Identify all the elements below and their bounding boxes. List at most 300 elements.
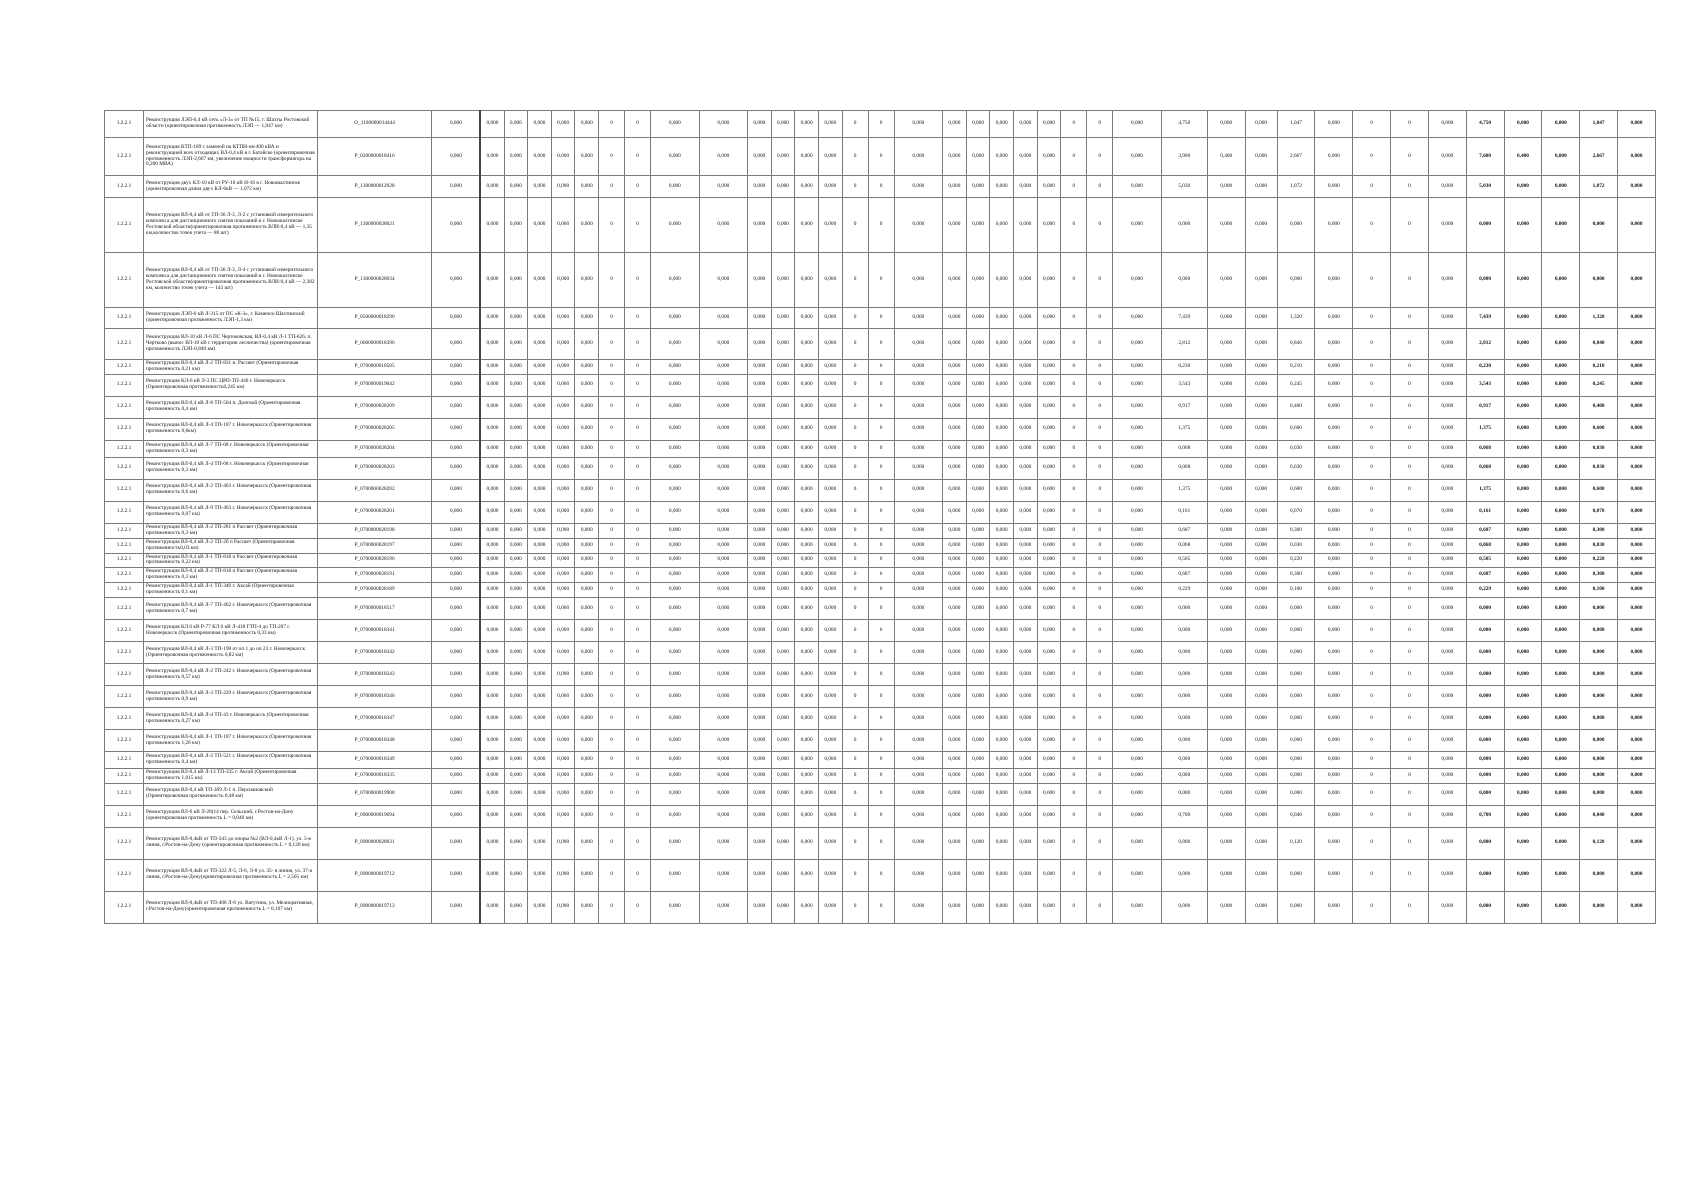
value-cell: 0,000 — [943, 308, 967, 329]
description-cell: Реконструкция ВЛ-0,4 кВ Л-8 ТП-504 п. Донской (Ориентировочная протяженность 0,4 км) — [144, 396, 318, 418]
value-cell: 0,000 — [480, 418, 504, 440]
value-cell: 0,000 — [1277, 198, 1315, 253]
value-cell: 0,000 — [651, 769, 699, 784]
value-cell: 0,000 — [818, 891, 842, 923]
value-cell: 0,000 — [1245, 253, 1277, 308]
value-cell: 0,000 — [1037, 111, 1061, 138]
value-cell: 0,000 — [1428, 396, 1466, 418]
value-cell: 0,000 — [1428, 752, 1466, 769]
count-cell: 0 — [1087, 891, 1113, 923]
count-cell: 0 — [1061, 769, 1087, 784]
value-cell: 0,000 — [795, 111, 819, 138]
value-cell: 0,000 — [432, 138, 480, 176]
value-cell: 0,000 — [480, 111, 504, 138]
value-cell: 0,000 — [551, 198, 575, 253]
value-cell: 0,000 — [1113, 418, 1161, 440]
value-cell: 0,000 — [943, 479, 967, 501]
description-cell: Реконструкция КЛ-6 кВ Л-3 ПС ЦРП-ТП-440 г. Новочеркасск (Ориентировочная протяженность0,245 км) — [144, 374, 318, 396]
count-cell: 0 — [842, 176, 868, 198]
value-cell: 0,100 — [1580, 583, 1618, 598]
value-cell: 0,000 — [1580, 198, 1618, 253]
value-cell: 0,000 — [504, 664, 528, 686]
value-cell: 0,000 — [699, 805, 747, 827]
value-cell: 0,000 — [894, 752, 942, 769]
value-cell: 0,000 — [1013, 568, 1037, 583]
project-code-cell: P_0700000028202 — [317, 479, 432, 501]
value-cell: 7,439 — [1466, 308, 1504, 329]
value-cell: 0,917 — [1466, 396, 1504, 418]
value-cell: 0,000 — [990, 805, 1014, 827]
value-cell: 0,000 — [795, 769, 819, 784]
value-cell: 0,000 — [818, 329, 842, 360]
value-cell: 1,072 — [1580, 176, 1618, 198]
value-cell: 0,000 — [1207, 374, 1245, 396]
value-cell: 0,000 — [1245, 198, 1277, 253]
value-cell: 0,000 — [528, 523, 552, 538]
count-cell: 0 — [1391, 501, 1429, 523]
value-cell: 0,000 — [1207, 553, 1245, 568]
value-cell: 0,000 — [480, 538, 504, 553]
value-cell: 0,000 — [894, 664, 942, 686]
description-cell: Реконструкция двух КЛ-10 кВ от РУ-10 кВ Н-16 в г. Новошахтинске (ориентировочная длина двух КЛ-6кВ — 1,072 км) — [144, 176, 318, 198]
table-row — [105, 418, 1656, 440]
count-cell: 0 — [842, 418, 868, 440]
item-number-cell: 1.2.2.1 — [105, 523, 144, 538]
value-cell: 0,000 — [1245, 859, 1277, 891]
value-cell: 0,000 — [504, 479, 528, 501]
value-cell: 0,000 — [1428, 686, 1466, 708]
value-cell: 0,000 — [894, 501, 942, 523]
count-cell: 0 — [1087, 253, 1113, 308]
value-cell: 0,000 — [504, 329, 528, 360]
value-cell: 0,000 — [1113, 642, 1161, 664]
count-cell: 0 — [1061, 553, 1087, 568]
value-cell: 0,000 — [795, 752, 819, 769]
value-cell: 0,000 — [894, 642, 942, 664]
value-cell: 0,000 — [1277, 752, 1315, 769]
value-cell: 5,030 — [1466, 176, 1504, 198]
count-cell: 0 — [842, 360, 868, 375]
count-cell: 0 — [1087, 583, 1113, 598]
count-cell: 0 — [842, 805, 868, 827]
count-cell: 0 — [842, 686, 868, 708]
value-cell: 0,700 — [1466, 805, 1504, 827]
count-cell: 0 — [1087, 523, 1113, 538]
value-cell: 0,000 — [1277, 686, 1315, 708]
value-cell: 0,000 — [651, 523, 699, 538]
value-cell: 0,000 — [1504, 253, 1542, 308]
count-cell: 0 — [842, 664, 868, 686]
value-cell: 0,000 — [1037, 501, 1061, 523]
value-cell: 0,000 — [990, 769, 1014, 784]
value-cell: 0,000 — [528, 553, 552, 568]
value-cell: 0,000 — [1315, 176, 1353, 198]
value-cell: 0,000 — [1618, 827, 1656, 859]
value-cell: 0,000 — [1542, 708, 1580, 730]
description-cell: Реконструкция ВЛ-0,4 кВ Л-2 ТП-521 г. Новочеркасск (Ориентировочная протяженность 0,4 км) — [144, 752, 318, 769]
count-cell: 0 — [868, 308, 894, 329]
value-cell: 0,000 — [748, 752, 772, 769]
value-cell: 0,000 — [943, 176, 967, 198]
count-cell: 0 — [599, 620, 625, 642]
count-cell: 0 — [1391, 620, 1429, 642]
count-cell: 0 — [1391, 568, 1429, 583]
item-number-cell: 1.2.2.1 — [105, 538, 144, 553]
value-cell: 0,000 — [551, 176, 575, 198]
count-cell: 0 — [1353, 859, 1391, 891]
value-cell: 0,000 — [818, 769, 842, 784]
value-cell: 0,000 — [943, 440, 967, 457]
value-cell: 0,000 — [1542, 620, 1580, 642]
value-cell: 0,000 — [748, 783, 772, 805]
value-cell: 0,000 — [651, 308, 699, 329]
value-cell: 0,000 — [528, 620, 552, 642]
value-cell: 0,000 — [1113, 457, 1161, 479]
count-cell: 0 — [1061, 827, 1087, 859]
value-cell: 0,000 — [1161, 783, 1207, 805]
value-cell: 0,000 — [1037, 440, 1061, 457]
count-cell: 0 — [599, 523, 625, 538]
value-cell: 0,000 — [748, 583, 772, 598]
count-cell: 0 — [1087, 308, 1113, 329]
count-cell: 0 — [1391, 769, 1429, 784]
value-cell: 0,000 — [1207, 891, 1245, 923]
value-cell: 0,000 — [528, 859, 552, 891]
count-cell: 0 — [868, 859, 894, 891]
value-cell: 0,000 — [818, 457, 842, 479]
value-cell: 0,000 — [795, 783, 819, 805]
value-cell: 0,000 — [771, 708, 795, 730]
value-cell: 0,917 — [1161, 396, 1207, 418]
value-cell: 0,000 — [1466, 708, 1504, 730]
value-cell: 0,000 — [1245, 479, 1277, 501]
count-cell: 0 — [599, 479, 625, 501]
value-cell: 0,000 — [1037, 329, 1061, 360]
count-cell: 0 — [599, 501, 625, 523]
count-cell: 0 — [842, 708, 868, 730]
project-code-cell: P_0700000028196 — [317, 553, 432, 568]
value-cell: 0,000 — [575, 583, 599, 598]
count-cell: 0 — [1087, 620, 1113, 642]
value-cell: 0,000 — [1618, 138, 1656, 176]
value-cell: 0,000 — [1315, 479, 1353, 501]
count-cell: 0 — [625, 396, 651, 418]
value-cell: 0,000 — [894, 769, 942, 784]
value-cell: 0,000 — [1315, 501, 1353, 523]
value-cell: 0,000 — [1504, 360, 1542, 375]
value-cell: 0,000 — [1542, 479, 1580, 501]
value-cell: 0,000 — [432, 308, 480, 329]
count-cell: 0 — [625, 457, 651, 479]
value-cell: 0,000 — [1277, 730, 1315, 752]
value-cell: 0,000 — [528, 730, 552, 752]
value-cell: 0,000 — [1207, 538, 1245, 553]
count-cell: 0 — [599, 805, 625, 827]
value-cell: 0,000 — [1542, 891, 1580, 923]
description-cell: Реконструкция ВЛ-0,4 кВ Л-7 ТП-68 г. Новочеркасск (Ориентировочная протяженность 0,3 км) — [144, 440, 318, 457]
count-cell: 0 — [842, 859, 868, 891]
value-cell: 0,000 — [795, 708, 819, 730]
project-code-cell: P_0700000018349 — [317, 752, 432, 769]
count-cell: 0 — [868, 783, 894, 805]
table-row — [105, 805, 1656, 827]
value-cell: 0,000 — [504, 360, 528, 375]
table-row — [105, 664, 1656, 686]
value-cell: 0,000 — [1013, 664, 1037, 686]
value-cell: 0,000 — [771, 730, 795, 752]
value-cell: 0,000 — [1315, 891, 1353, 923]
value-cell: 0,687 — [1466, 568, 1504, 583]
table-body — [105, 111, 1656, 924]
value-cell: 0,000 — [966, 583, 990, 598]
value-cell: 0,000 — [1618, 708, 1656, 730]
value-cell: 0,000 — [943, 198, 967, 253]
value-cell: 0,000 — [1428, 730, 1466, 752]
value-cell: 0,000 — [551, 769, 575, 784]
description-cell: Реконструкция ВЛ-0,4 кВ Л-1 ТП-187 г. Новочеркасск (Ориентировочная протяженность 1,26 км) — [144, 730, 318, 752]
value-cell: 0,000 — [651, 664, 699, 686]
count-cell: 0 — [1353, 308, 1391, 329]
value-cell: 0,000 — [1161, 730, 1207, 752]
value-cell: 0,000 — [1207, 730, 1245, 752]
value-cell: 0,000 — [1428, 598, 1466, 620]
value-cell: 0,000 — [1542, 805, 1580, 827]
value-cell: 0,000 — [990, 329, 1014, 360]
value-cell: 0,000 — [551, 686, 575, 708]
description-cell: Реконструкция ВЛ-0,4 кВ Л-3 ТП-220 г. Новочеркасск (Ориентировочная протяженность 0,9 км) — [144, 686, 318, 708]
count-cell: 0 — [868, 769, 894, 784]
count-cell: 0 — [842, 583, 868, 598]
value-cell: 0,000 — [966, 457, 990, 479]
value-cell: 0,000 — [1013, 440, 1037, 457]
value-cell: 0,000 — [575, 374, 599, 396]
value-cell: 0,000 — [1037, 642, 1061, 664]
value-cell: 0,030 — [1580, 440, 1618, 457]
item-number-cell: 1.2.2.1 — [105, 308, 144, 329]
value-cell: 0,000 — [1618, 111, 1656, 138]
count-cell: 0 — [599, 568, 625, 583]
value-cell: 0,000 — [651, 198, 699, 253]
value-cell: 0,000 — [480, 523, 504, 538]
value-cell: 0,000 — [1315, 360, 1353, 375]
value-cell: 0,000 — [504, 138, 528, 176]
item-number-cell: 1.2.2.1 — [105, 374, 144, 396]
count-cell: 0 — [1391, 360, 1429, 375]
value-cell: 0,000 — [818, 859, 842, 891]
value-cell: 0,000 — [771, 418, 795, 440]
value-cell: 0,000 — [1428, 523, 1466, 538]
value-cell: 0,000 — [1618, 730, 1656, 752]
value-cell: 0,000 — [1037, 523, 1061, 538]
value-cell: 0,000 — [818, 583, 842, 598]
value-cell: 0,000 — [894, 538, 942, 553]
value-cell: 0,000 — [551, 708, 575, 730]
count-cell: 0 — [1353, 176, 1391, 198]
value-cell: 0,300 — [1580, 523, 1618, 538]
count-cell: 0 — [868, 708, 894, 730]
value-cell: 0,000 — [1618, 396, 1656, 418]
value-cell: 0,000 — [651, 598, 699, 620]
value-cell: 0,120 — [1580, 827, 1618, 859]
item-number-cell: 1.2.2.1 — [105, 752, 144, 769]
value-cell: 0,000 — [1113, 769, 1161, 784]
item-number-cell: 1.2.2.1 — [105, 783, 144, 805]
value-cell: 0,000 — [1542, 457, 1580, 479]
value-cell: 0,000 — [1542, 198, 1580, 253]
value-cell: 0,400 — [1277, 396, 1315, 418]
value-cell: 0,000 — [504, 827, 528, 859]
count-cell: 0 — [625, 553, 651, 568]
table-row — [105, 783, 1656, 805]
value-cell: 0,000 — [551, 111, 575, 138]
value-cell: 0,000 — [1113, 374, 1161, 396]
value-cell: 0,000 — [480, 620, 504, 642]
value-cell: 0,000 — [480, 553, 504, 568]
value-cell: 0,000 — [432, 374, 480, 396]
count-cell: 0 — [1087, 708, 1113, 730]
value-cell: 0,000 — [1618, 440, 1656, 457]
count-cell: 0 — [625, 642, 651, 664]
count-cell: 0 — [1353, 111, 1391, 138]
value-cell: 0,000 — [1504, 859, 1542, 891]
count-cell: 0 — [842, 111, 868, 138]
value-cell: 0,000 — [480, 457, 504, 479]
value-cell: 0,000 — [504, 418, 528, 440]
value-cell: 0,000 — [528, 176, 552, 198]
value-cell: 0,000 — [1466, 642, 1504, 664]
value-cell: 0,000 — [551, 138, 575, 176]
value-cell: 0,000 — [748, 198, 772, 253]
value-cell: 0,000 — [748, 708, 772, 730]
project-code-cell: P_0700000018348 — [317, 730, 432, 752]
description-cell: Реконструкция ВЛ-0,4кВ от ТП-322 Л-5, Л-6, Л-8 ул. 35- я линия, ул. 37-я линия, г.Ростов-на-Дону(ориентировочная протяженность L = 2,505 км) — [144, 859, 318, 891]
value-cell: 0,000 — [699, 374, 747, 396]
value-cell: 0,000 — [748, 598, 772, 620]
value-cell: 0,000 — [748, 568, 772, 583]
value-cell: 0,000 — [551, 827, 575, 859]
count-cell: 0 — [1391, 457, 1429, 479]
value-cell: 0,000 — [894, 360, 942, 375]
table-row — [105, 730, 1656, 752]
value-cell: 0,000 — [943, 538, 967, 553]
value-cell: 0,000 — [432, 396, 480, 418]
item-number-cell: 1.2.2.1 — [105, 501, 144, 523]
value-cell: 0,000 — [1428, 329, 1466, 360]
value-cell: 0,000 — [818, 827, 842, 859]
value-cell: 0,000 — [1315, 374, 1353, 396]
value-cell: 0,000 — [966, 805, 990, 827]
description-cell: Реконструкция ВЛ-0,4 кВ Л-2 ТП-281 п Рассвет (Ориентировочная протяженность 0,3 км) — [144, 523, 318, 538]
value-cell: 0,000 — [894, 598, 942, 620]
value-cell: 0,000 — [818, 418, 842, 440]
count-cell: 0 — [599, 111, 625, 138]
count-cell: 0 — [1391, 329, 1429, 360]
value-cell: 0,000 — [575, 457, 599, 479]
value-cell: 0,000 — [1113, 783, 1161, 805]
value-cell: 0,000 — [551, 308, 575, 329]
count-cell: 0 — [1391, 642, 1429, 664]
value-cell: 0,000 — [551, 891, 575, 923]
value-cell: 0,000 — [1504, 664, 1542, 686]
value-cell: 0,000 — [795, 396, 819, 418]
value-cell: 0,000 — [1428, 568, 1466, 583]
count-cell: 0 — [842, 752, 868, 769]
value-cell: 0,000 — [1504, 583, 1542, 598]
value-cell: 0,000 — [1013, 138, 1037, 176]
count-cell: 0 — [1087, 111, 1113, 138]
value-cell: 0,000 — [1113, 523, 1161, 538]
item-number-cell: 1.2.2.1 — [105, 891, 144, 923]
value-cell: 0,000 — [943, 620, 967, 642]
value-cell: 0,000 — [551, 783, 575, 805]
value-cell: 0,000 — [943, 730, 967, 752]
value-cell: 0,000 — [651, 553, 699, 568]
value-cell: 0,070 — [1580, 501, 1618, 523]
value-cell: 0,000 — [1113, 360, 1161, 375]
value-cell: 0,000 — [432, 583, 480, 598]
value-cell: 0,000 — [480, 598, 504, 620]
value-cell: 0,000 — [1207, 583, 1245, 598]
value-cell: 0,000 — [1504, 198, 1542, 253]
count-cell: 0 — [625, 138, 651, 176]
value-cell: 0,000 — [1207, 827, 1245, 859]
count-cell: 0 — [842, 440, 868, 457]
value-cell: 0,000 — [575, 686, 599, 708]
count-cell: 0 — [1087, 374, 1113, 396]
value-cell: 0,000 — [575, 769, 599, 784]
value-cell: 0,000 — [795, 686, 819, 708]
table-row — [105, 176, 1656, 198]
count-cell: 0 — [1087, 752, 1113, 769]
count-cell: 0 — [1391, 553, 1429, 568]
project-code-cell: P_0700000019908 — [317, 783, 432, 805]
value-cell: 0,000 — [480, 440, 504, 457]
value-cell: 0,000 — [795, 253, 819, 308]
item-number-cell: 1.2.2.1 — [105, 479, 144, 501]
count-cell: 0 — [1061, 457, 1087, 479]
value-cell: 0,000 — [528, 111, 552, 138]
value-cell: 0,000 — [651, 583, 699, 598]
count-cell: 0 — [842, 538, 868, 553]
value-cell: 0,000 — [1466, 253, 1504, 308]
value-cell: 0,000 — [894, 783, 942, 805]
value-cell: 0,000 — [818, 686, 842, 708]
value-cell: 0,000 — [748, 805, 772, 827]
count-cell: 0 — [1391, 783, 1429, 805]
value-cell: 0,000 — [748, 664, 772, 686]
value-cell: 0,000 — [1207, 360, 1245, 375]
value-cell: 0,000 — [528, 138, 552, 176]
value-cell: 0,000 — [771, 752, 795, 769]
value-cell: 0,000 — [771, 138, 795, 176]
value-cell: 0,229 — [1161, 583, 1207, 598]
value-cell: 0,000 — [1013, 396, 1037, 418]
value-cell: 0,000 — [575, 396, 599, 418]
value-cell: 0,000 — [504, 752, 528, 769]
count-cell: 0 — [842, 253, 868, 308]
value-cell: 0,000 — [1013, 308, 1037, 329]
value-cell: 0,000 — [432, 538, 480, 553]
value-cell: 0,000 — [1315, 642, 1353, 664]
value-cell: 0,000 — [504, 501, 528, 523]
value-cell: 0,700 — [1161, 805, 1207, 827]
value-cell: 0,000 — [1618, 329, 1656, 360]
value-cell: 0,000 — [748, 479, 772, 501]
value-cell: 0,000 — [943, 329, 967, 360]
value-cell: 0,000 — [1504, 418, 1542, 440]
value-cell: 0,000 — [1013, 198, 1037, 253]
count-cell: 0 — [599, 253, 625, 308]
